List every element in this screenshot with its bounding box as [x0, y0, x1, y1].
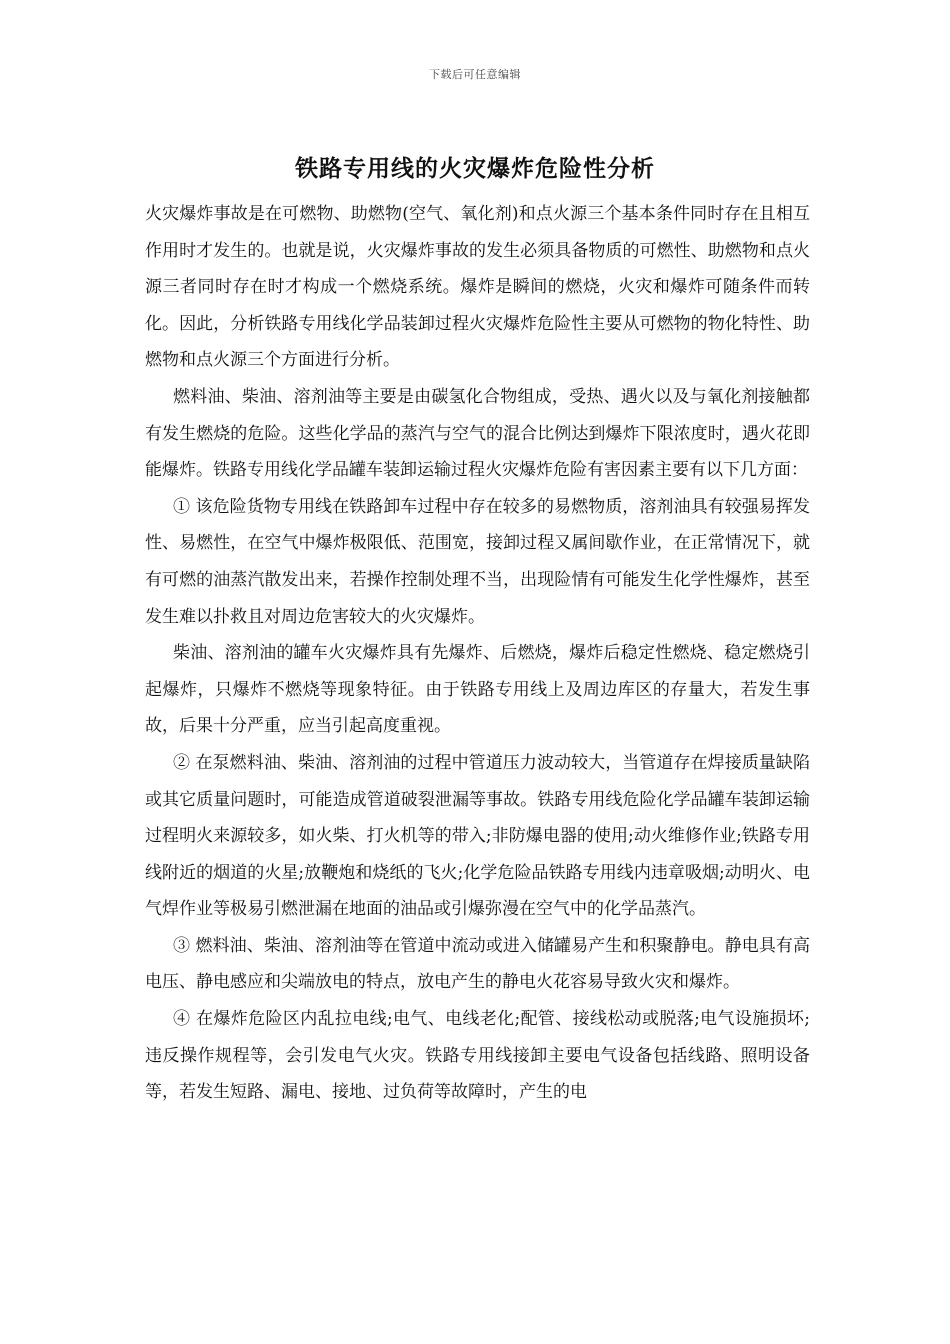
paragraph-item-3: ③ 燃料油、柴油、溶剂油等在管道中流动或进入储罐易产生和积聚静电。静电具有高电压、静电感应和尖端放电的特点，放电产生的静电火花容易导致火灾和爆炸。 — [145, 935, 810, 993]
header-note: 下载后可任意编辑 — [429, 68, 521, 81]
paragraph-intro: 火灾爆炸事故是在可燃物、助燃物(空气、氧化剂)和点火源三个基本条件同时存在且相互作用时才发生的。也就是说，火灾爆炸事故的发生必须具备物质的可燃性、助燃物和点火源三者同时存在时才构成一个燃烧系统。爆炸是瞬间的燃烧，火灾和爆炸可随条件而转化。因此，分析铁路专用线化学品装卸过程火灾爆炸危险性主要从可燃物的物化特性、助燃物和点火源三个方面进行分析。 — [145, 204, 810, 371]
paragraph-item-1: ① 该危险货物专用线在铁路卸车过程中存在较多的易燃物质，溶剂油具有较强易挥发性、易燃性，在空气中爆炸极限低、范围宽，接卸过程又属间歇作业，在正常情况下，就有可燃的油蒸汽散发出来，若操作控制处理不当，出现险情有可能发生化学性爆炸，甚至发生难以扑救且对周边危害较大的火灾爆炸。 — [145, 496, 810, 627]
document-body — [145, 196, 810, 1111]
paragraph-tanker-features: 柴油、溶剂油的罐车火灾爆炸具有先爆炸、后燃烧，爆炸后稳定性燃烧、稳定燃烧引起爆炸，只爆炸不燃烧等现象特征。由于铁路专用线上及周边库区的存量大，若发生事故，后果十分严重，应当引起高度重视。 — [145, 643, 810, 737]
document-title: 铁路专用线的火灾爆炸危险性分析 — [295, 156, 655, 182]
paragraph-item-4: ④ 在爆炸危险区内乱拉电线;电气、电线老化;配管、接线松动或脱落;电气设施损坏;违反操作规程等，会引发电气火灾。铁路专用线接卸主要电气设备包括线路、照明设备等，若发生短路、漏电、接地、过负荷等故障时，产生的电 — [145, 1009, 810, 1103]
paragraph-item-2: ② 在泵燃料油、柴油、溶剂油的过程中管道压力波动较大，当管道存在焊接质量缺陷或其它质量问题时，可能造成管道破裂泄漏等事故。铁路专用线危险化学品罐车装卸运输过程明火来源较多，如火柴、打火机等的带入;非防爆电器的使用;动火维修作业;铁路专用线附近的烟道的火星;放鞭炮和烧纸的飞火;化学危险品铁路专用线内违章吸烟;动明火、电气焊作业等极易引燃泄漏在地面的油品或引爆弥漫在空气中的化学品蒸汽。 — [145, 752, 810, 920]
paragraph-hazard-factors: 燃料油、柴油、溶剂油等主要是由碳氢化合物组成，受热、遇火以及与氧化剂接触都有发生燃烧的危险。这些化学品的蒸汽与空气的混合比例达到爆炸下限浓度时，遇火花即能爆炸。铁路专用线化学品罐车装卸运输过程火灾爆炸危险有害因素主要有以下几方面： — [145, 386, 810, 481]
